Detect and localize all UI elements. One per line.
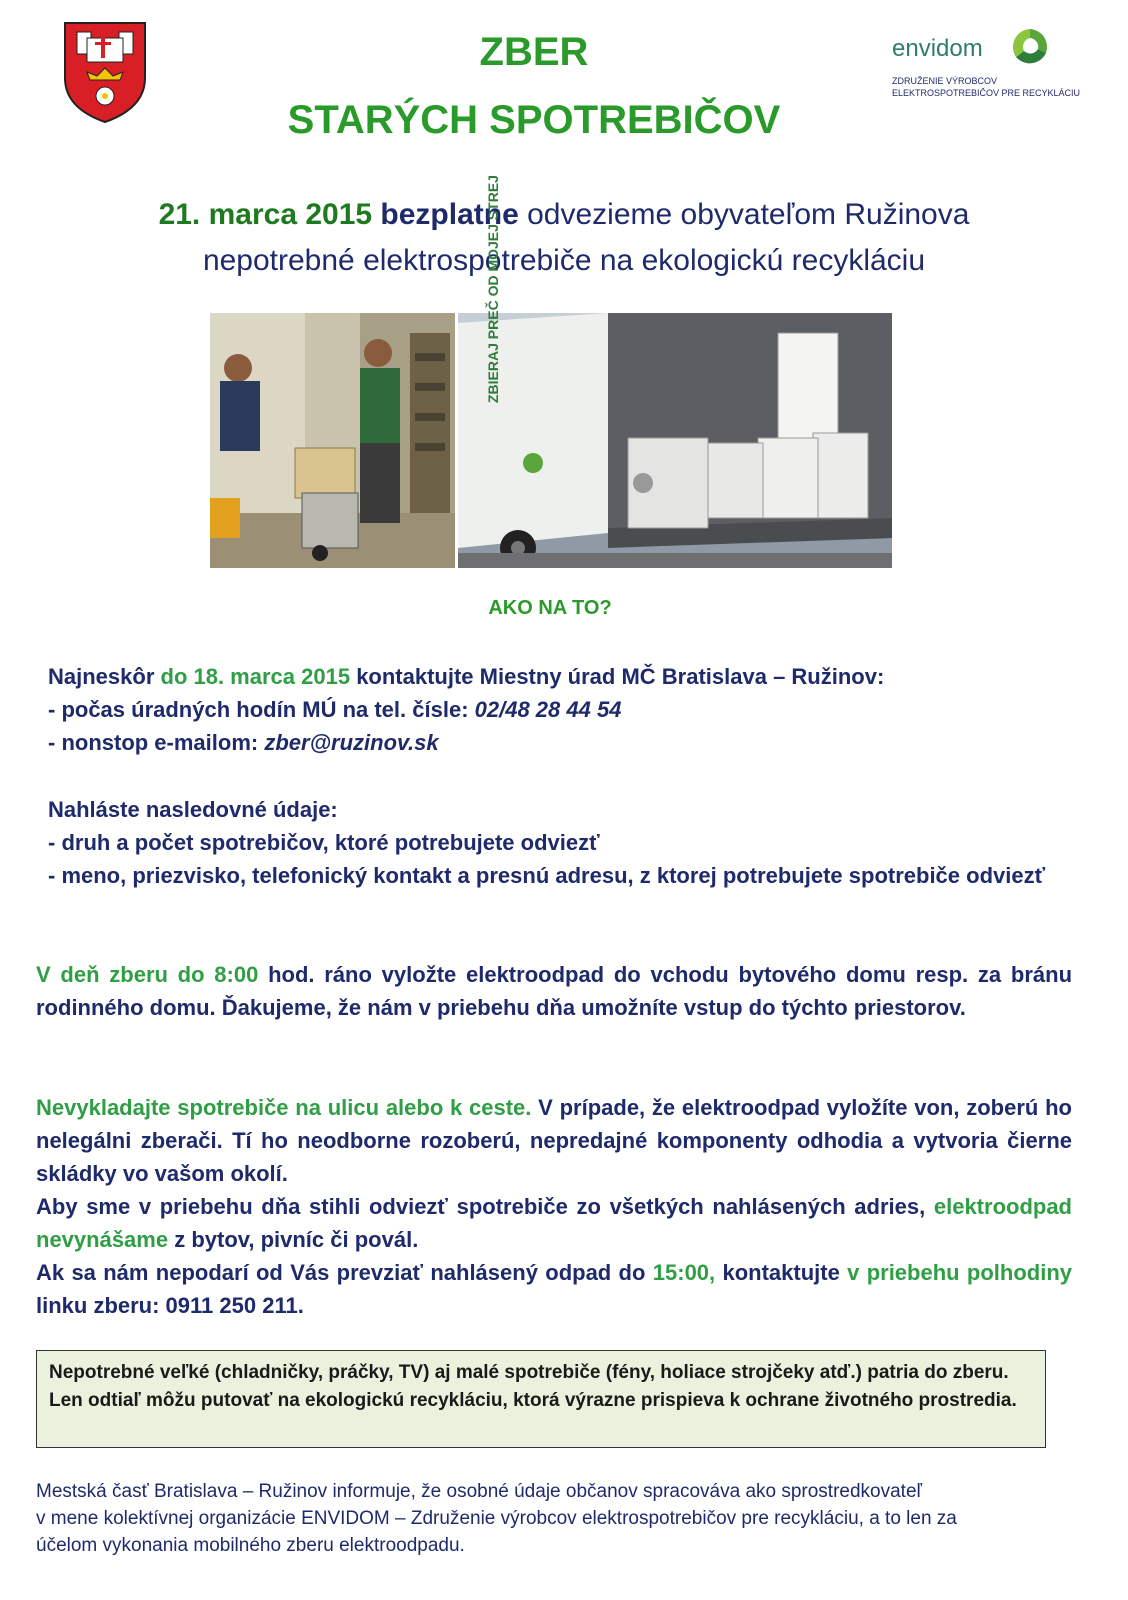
contact-phone-line (48, 693, 1048, 726)
envidom-subtitle-2: ELEKTROSPOTREBIČOV PRE RECYKLÁCIU (892, 88, 1081, 98)
contact-intro-start: Najneskôr (48, 664, 161, 689)
collection-day-paragraph (36, 958, 1072, 1024)
contact-phone-label: - počas úradných hodín MÚ na tel. čísle: (48, 697, 475, 722)
warning-text-4: Ak sa nám nepodarí od Vás prevziať nahlásený odpad do (36, 1260, 653, 1285)
warning-within-half-hour: v priebehu polhodiny (847, 1260, 1073, 1285)
contact-email-label: - nonstop e-mailom: (48, 730, 265, 755)
contact-email-line (48, 726, 1048, 759)
footer-disclaimer (36, 1478, 1076, 1559)
section-heading-how-to: AKO NA TO? (488, 597, 612, 619)
title-line-2: STARÝCH SPOTREBIČOV (287, 98, 781, 142)
lead-free: bezplatne (380, 198, 519, 231)
report-section (48, 793, 1078, 892)
title-line-1: ZBER (479, 30, 589, 74)
truck-slogan-text: ZBIERAJ PREČ OD MOJEJ STREJ (485, 175, 501, 403)
warning-text-6: linku zberu: 0911 250 211. (36, 1293, 304, 1318)
lead-rest: odvezieme obyvateľom Ružinova (518, 198, 970, 231)
warning-text-1: V prípade, že elektroodpad vyložíte von, zoberú ho nelegálni zberači. Tí ho neodborne rozoberú, nepredajné komponenty odhodia a vytvoria čierne skládky vo vašom okolí. (36, 1095, 1072, 1186)
report-item-2: - meno, priezvisko, telefonický kontakt a presnú adresu, z ktorej potrebujete spotrebiče odviezť (48, 863, 1046, 888)
warning-time: 15:00, (652, 1260, 716, 1285)
lead-line-2: nepotrebné elektrospotrebiče na ekologickú recykláciu (202, 244, 926, 277)
warning-do-not-place: Nevykladajte spotrebiče na ulicu alebo k ceste. (36, 1095, 532, 1120)
warning-text-3: z bytov, pivníc či povál. (168, 1227, 419, 1252)
report-item-1: - druh a počet spotrebičov, ktoré potrebujete odviezť (48, 830, 600, 855)
envidom-subtitle-1: ZDRUŽENIE VÝROBCOV (892, 76, 998, 86)
lead-line-1 (0, 198, 1128, 232)
footer-line-3: účelom vykonania mobilného zberu elektroodpadu. (36, 1535, 465, 1556)
collection-day-text: hod. ráno vyložte elektroodpad do vchodu bytového domu resp. za bránu rodinného domu. Ďakujeme, že nám v priebehu dňa umožníte vstup do týchto priestorov. (36, 962, 1073, 1020)
envidom-brand-text: envidom (892, 35, 983, 62)
contact-intro (48, 660, 1048, 693)
warning-paragraph (36, 1091, 1072, 1322)
contact-email-link[interactable]: zber@ruzinov.sk (264, 730, 439, 755)
contact-phone-number[interactable]: 02/48 28 44 54 (474, 697, 622, 722)
photo-workers-moving-appliances (210, 313, 455, 568)
collection-day-time: V deň zberu do 8:00 (36, 962, 259, 987)
footer-line-2: v mene kolektívnej organizácie ENVIDOM – Združenie výrobcov elektrospotrebičov pre recykláciu, a to len za (36, 1508, 957, 1529)
footer-line-1: Mestská časť Bratislava – Ružinov informuje, že osobné údaje občanov spracováva ako sprostredkovateľ (36, 1481, 923, 1502)
lead-date: 21. marca 2015 (158, 198, 373, 231)
contact-deadline: do 18. marca 2015 (160, 664, 351, 689)
report-heading: Nahláste nasledovné údaje: (48, 797, 338, 822)
contact-section (48, 660, 1048, 759)
contact-intro-end: kontaktujte Miestny úrad MČ Bratislava – Ružinov: (350, 664, 885, 689)
warning-text-5: kontaktujte (715, 1260, 848, 1285)
info-box: Nepotrebné veľké (chladničky, práčky, TV) aj malé spotrebiče (fény, holiace strojčeky atď.) patria do zberu. Len odtiaľ môžu putovať na ekologickú recykláciu, ktorá výrazne prispieva k ochrane životného prostredia. (36, 1350, 1046, 1448)
warning-not-carried: elektroodpad nevynášame (36, 1194, 1072, 1252)
warning-text-2: Aby sme v priebehu dňa stihli odviezť spotrebiče zo všetkých nahlásených adries, (36, 1194, 934, 1219)
